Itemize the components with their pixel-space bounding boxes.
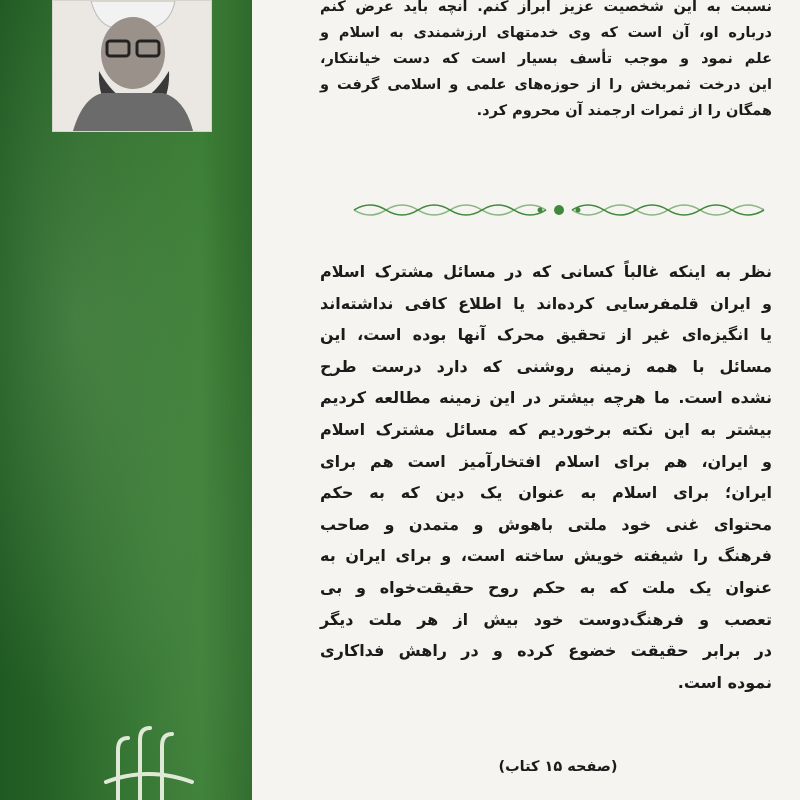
top-line: علم نمود و موجب تأسف بسیار است که دست خیانتکار،	[320, 51, 772, 67]
main-paragraph	[320, 256, 772, 698]
top-line: درباره او، آن است که وی خدمتهای ارزشمندی به اسلام و	[320, 25, 772, 41]
top-line: این درخت ثمربخش را از حوزه‌های علمی و اسلامی گرفت و	[320, 77, 772, 93]
top-paragraph	[320, 0, 772, 124]
main-line: محتوای غنی خود ملتی باهوش و متمدن و صاحب	[320, 514, 772, 534]
top-line: نسبت به این شخصیت عزیز ابراز کنم. آنچه باید عرض کنم	[320, 0, 772, 15]
top-line: همگان را از ثمرات ارجمند آن محروم کرد.	[476, 103, 772, 119]
main-line: ایران؛ برای اسلام به عنوان یک دین که به حکم	[320, 483, 772, 503]
floral-divider-ornament	[350, 198, 768, 222]
main-line: و ایران قلمفرسایی کرده‌اند یا اطلاع کافی نداشته‌اند	[320, 293, 772, 313]
main-line: عنوان یک ملت که به حکم روح حقیقت‌خواه و بی	[320, 577, 772, 597]
main-line: فرهنگ را شیفته خویش ساخته است، و برای ایران به	[320, 546, 772, 566]
page-reference: (صفحه ۱۵ کتاب)	[498, 759, 618, 775]
main-line: بیشتر به این نکته برخوردیم که مسائل مشترک اسلام	[320, 419, 772, 439]
main-line: نظر به اینکه غالباً کسانی که در مسائل مشترک اسلام	[320, 262, 772, 281]
main-line: نشده است. ما هرچه بیشتر در این زمینه مطالعه کردیم	[320, 388, 772, 408]
main-line: یا انگیزه‌ای غیر از تحقیق محرک آنها بوده است، این	[320, 325, 772, 345]
main-line: نموده است.	[677, 672, 772, 692]
main-line: مسائل با همه زمینه روشنی که دارد درست طرح	[320, 356, 772, 376]
main-line: در برابر حقیقت خضوع کرده و در راهش فداکاری	[320, 641, 772, 661]
main-line: تعصب و فرهنگ‌دوست خود بیش از هر ملت دیگر	[320, 609, 772, 629]
main-line: و ایران، هم برای اسلام افتخارآمیز است هم برای	[320, 451, 772, 471]
author-portrait	[52, 0, 212, 132]
calligraphy-logo	[88, 710, 208, 800]
